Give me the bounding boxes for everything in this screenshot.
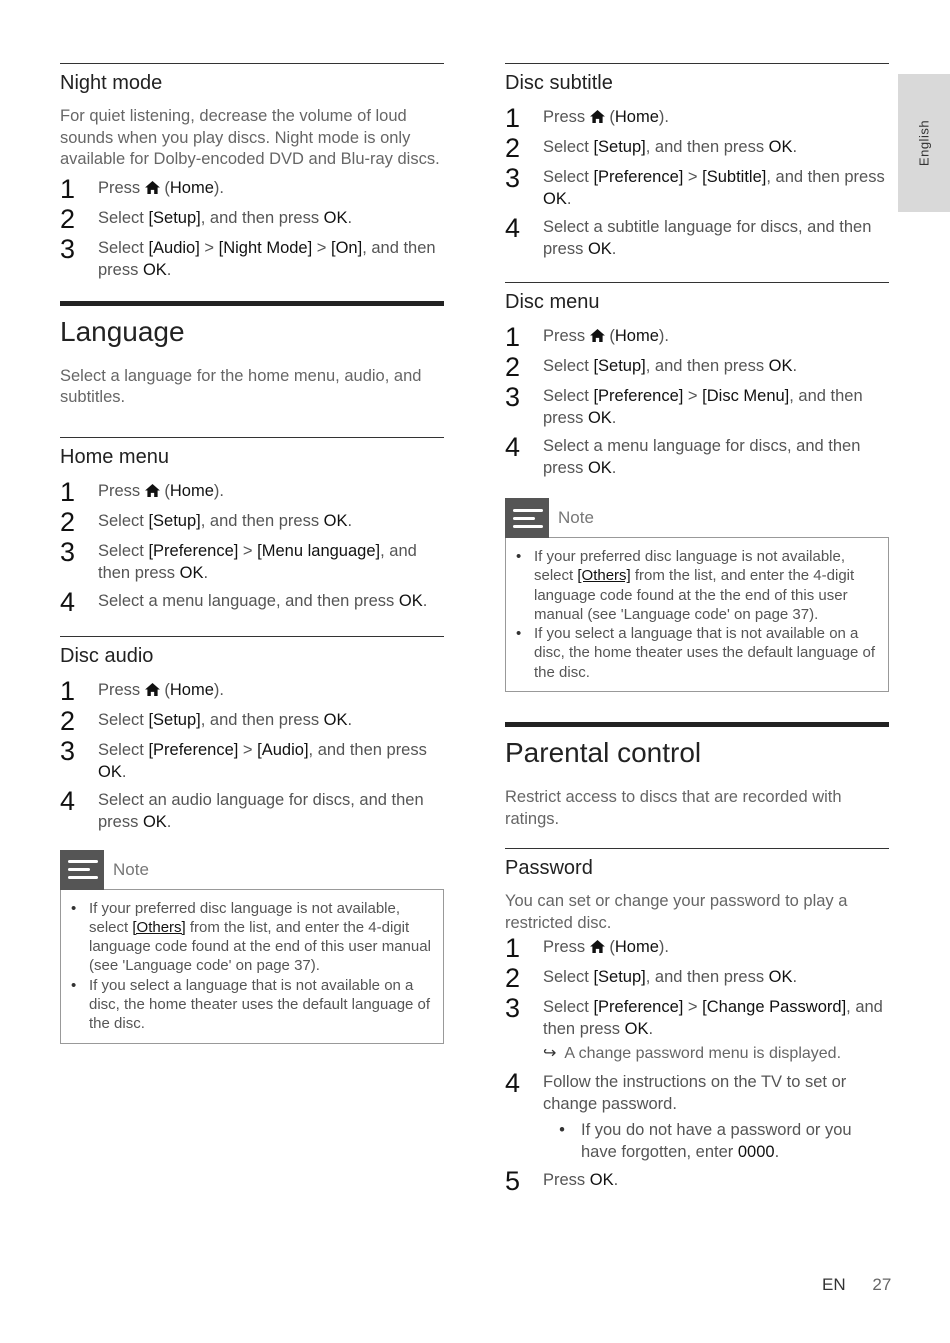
step-number: 2 <box>505 352 521 382</box>
password-heading: Password <box>505 848 889 881</box>
step-text: Select [Setup], and then press OK. <box>98 511 353 530</box>
step-number: 4 <box>505 1068 521 1099</box>
home-icon <box>145 484 160 497</box>
step-text: Select [Preference] > [Subtitle], and then press OK. <box>543 168 885 208</box>
step-text: Press (Home). <box>98 178 224 197</box>
result-arrow-icon: ↪ <box>543 1045 557 1063</box>
keyword: OK <box>179 563 204 582</box>
note-item-text: If your preferred disc language is not available, select [Others] from the list, and enter the 4-digit language code found at the the end of this user manual (see 'Language code' on page 37). <box>534 548 855 623</box>
step-item <box>505 213 889 260</box>
keyword: [Disc Menu] <box>702 387 790 405</box>
step-text: Press (Home). <box>98 680 224 699</box>
page-number: 27 <box>872 1275 892 1294</box>
keyword: OK <box>587 240 612 258</box>
note-left-label: Note <box>113 859 149 879</box>
bullet-icon: • <box>71 976 77 994</box>
note-item-text: If you select a language that is not available on a disc, the home theater uses the default language of the disc. <box>89 976 431 1033</box>
step-text: Select [Setup], and then press OK. <box>543 357 798 375</box>
section-night-mode <box>60 63 444 281</box>
step-number: 2 <box>60 203 76 234</box>
keyword: OK <box>323 710 348 729</box>
password-intro: You can set or change your password to play a restricted disc. <box>505 892 848 932</box>
note-right-header <box>505 499 889 537</box>
home-icon <box>590 940 605 953</box>
language-intro: Select a language for the home menu, audio, and subtitles. <box>60 366 422 406</box>
step-text: Select a menu language for discs, and then press OK. <box>543 437 861 477</box>
keyword: OK <box>768 357 793 375</box>
keyword: OK <box>323 511 348 530</box>
keyword: [Preference] <box>148 541 239 560</box>
password-steps <box>505 933 889 1197</box>
sub-bullet-text: If you do not have a password or you have forgotten, enter 0000. <box>581 1121 852 1162</box>
keyword: OK <box>543 190 567 208</box>
note-item-text: If you select a language that is not available on a disc, the home theater uses the default language of the disc. <box>534 625 876 681</box>
step-item <box>505 1068 889 1163</box>
bullet-icon: • <box>71 899 77 917</box>
keyword: OK <box>323 208 348 227</box>
note-icon <box>60 850 104 890</box>
keyword: [Setup] <box>148 710 201 729</box>
step-number: 2 <box>505 963 521 994</box>
step-text: Select [Preference] > [Menu language], and then press OK. <box>98 541 417 582</box>
keyword: OK <box>398 591 423 610</box>
night-mode-heading: Night mode <box>60 63 444 96</box>
keyword: Home <box>614 108 659 126</box>
keyword: [Others] <box>132 918 186 936</box>
keyword: [Setup] <box>593 968 646 987</box>
step-item <box>505 103 889 133</box>
keyword: [Setup] <box>593 138 646 156</box>
step-item <box>60 735 444 783</box>
note-left-box <box>60 889 444 1044</box>
step-number: 4 <box>60 586 76 617</box>
keyword: OK <box>624 1020 649 1039</box>
disc-subtitle-steps <box>505 103 889 260</box>
keyword: Home <box>169 178 214 197</box>
note-icon <box>505 498 549 538</box>
step-item <box>505 1166 889 1197</box>
step-text: Select [Setup], and then press OK. <box>98 208 353 227</box>
note-left-header <box>60 851 444 889</box>
step-number: 3 <box>60 233 76 264</box>
keyword: [Change Password] <box>702 998 847 1017</box>
keyword: [Preference] <box>148 740 239 759</box>
footer-lang: EN <box>822 1275 846 1294</box>
step-number: 2 <box>60 506 76 537</box>
keyword: Home <box>614 938 659 957</box>
step-item <box>60 203 444 234</box>
step-number: 3 <box>505 382 521 412</box>
step-item <box>60 173 444 204</box>
step-text: Press (Home). <box>98 481 224 500</box>
home-icon <box>145 683 160 696</box>
keyword: OK <box>587 459 612 477</box>
step-item <box>505 963 889 994</box>
section-language <box>60 301 444 409</box>
bullet-icon: • <box>516 625 522 643</box>
night-mode-steps <box>60 173 444 281</box>
step-item <box>505 993 889 1065</box>
section-disc-menu <box>505 282 889 479</box>
disc-menu-steps <box>505 322 889 479</box>
step-number: 1 <box>505 322 521 352</box>
bullet-icon: • <box>559 1121 565 1140</box>
note-item <box>516 547 878 624</box>
keyword: Home <box>169 481 214 500</box>
keyword: [Preference] <box>593 387 684 405</box>
step-number: 4 <box>505 432 521 462</box>
step-item <box>505 382 889 429</box>
keyword: [Setup] <box>593 357 646 375</box>
step-text: Press OK. <box>543 1171 619 1190</box>
step-number: 1 <box>505 933 521 964</box>
step-item <box>60 705 444 736</box>
step-number: 1 <box>505 103 521 133</box>
step-text: Select an audio language for discs, and then press OK. <box>98 790 424 831</box>
home-icon <box>590 110 605 123</box>
step-text: Select [Setup], and then press OK. <box>98 710 353 729</box>
keyword: [Audio] <box>257 740 309 759</box>
keyword: [Menu language] <box>257 541 381 560</box>
parental-control-heading: Parental control <box>505 722 889 771</box>
step-text: Select a menu language, and then press OK. <box>98 591 428 610</box>
section-home-menu <box>60 437 444 617</box>
disc-menu-heading: Disc menu <box>505 282 889 315</box>
step-item <box>505 163 889 210</box>
home-menu-steps <box>60 476 444 617</box>
page-footer <box>822 1275 891 1295</box>
note-item <box>71 976 433 1034</box>
keyword: [Setup] <box>148 208 201 227</box>
note-item-text: If your preferred disc language is not available, select [Others] from the list, and enter the 4-digit language code found at the end of this user manual (see 'Language code' on page 37). <box>89 899 431 975</box>
step-number: 3 <box>505 993 521 1024</box>
step-number: 1 <box>60 675 76 706</box>
bullet-icon: • <box>516 548 522 565</box>
keyword: Home <box>614 327 659 345</box>
keyword: OK <box>142 260 167 279</box>
step-number: 1 <box>60 476 76 507</box>
step-number: 4 <box>60 785 76 816</box>
home-icon <box>590 329 605 342</box>
step-result: ↪ A change password menu is displayed. <box>543 1045 842 1063</box>
keyword: OK <box>142 812 167 831</box>
step-item <box>60 586 444 617</box>
step-item <box>505 352 889 382</box>
step-number: 3 <box>505 163 521 193</box>
step-text: Select [Audio] > [Night Mode] > [On], and then press OK. <box>98 238 436 279</box>
keyword: [Audio] <box>148 238 200 257</box>
keyword: [Night Mode] <box>218 238 313 257</box>
section-disc-audio <box>60 636 444 833</box>
language-heading: Language <box>60 301 444 350</box>
step-number: 4 <box>505 213 521 243</box>
keyword: [Setup] <box>148 511 201 530</box>
step-item <box>60 785 444 833</box>
note-right-box <box>505 537 889 692</box>
step-text: Press (Home). <box>543 938 669 957</box>
disc-audio-heading: Disc audio <box>60 636 444 669</box>
step-item <box>505 933 889 964</box>
note-right-label: Note <box>558 508 594 527</box>
step-item <box>505 432 889 479</box>
step-text: Select [Setup], and then press OK. <box>543 138 798 156</box>
keyword: Home <box>169 680 214 699</box>
step-text: Press (Home). <box>543 327 669 345</box>
keyword: [On] <box>331 238 363 257</box>
keyword: OK <box>587 409 612 427</box>
note-left <box>60 851 444 1044</box>
note-item <box>71 899 433 976</box>
disc-subtitle-heading: Disc subtitle <box>505 63 889 96</box>
step-text: Select [Preference] > [Disc Menu], and then press OK. <box>543 387 863 427</box>
step-item <box>60 476 444 507</box>
keyword: [Others] <box>577 567 631 585</box>
section-password <box>505 848 889 1197</box>
step-item <box>505 322 889 352</box>
step-item <box>60 506 444 537</box>
keyword: OK <box>589 1171 614 1190</box>
keyword: OK <box>98 762 122 781</box>
step-number: 1 <box>60 173 76 204</box>
step-number: 3 <box>60 735 76 766</box>
keyword: OK <box>768 968 793 987</box>
left-column <box>60 63 444 1044</box>
disc-audio-steps <box>60 675 444 833</box>
step-sub-bullet <box>543 1119 889 1163</box>
keyword: [Preference] <box>593 998 684 1017</box>
section-parental-control <box>505 722 889 830</box>
parental-control-intro: Restrict access to discs that are recorded with ratings. <box>505 788 842 828</box>
home-menu-heading: Home menu <box>60 437 444 470</box>
keyword: OK <box>768 138 793 156</box>
keyword: [Subtitle] <box>702 168 767 186</box>
keyword: [Preference] <box>593 168 684 186</box>
step-item <box>60 536 444 584</box>
section-disc-subtitle <box>505 63 889 260</box>
step-text: Select a subtitle language for discs, and then press OK. <box>543 218 872 258</box>
home-icon <box>145 181 160 194</box>
right-column <box>505 63 889 1199</box>
step-number: 2 <box>505 133 521 163</box>
step-number: 5 <box>505 1166 521 1197</box>
step-item <box>60 233 444 281</box>
step-item <box>60 675 444 706</box>
step-text: Select [Preference] > [Change Password], and then press OK. ↪ A change password menu is displayed. <box>543 996 889 1065</box>
step-number: 3 <box>60 536 76 567</box>
step-text: Press (Home). <box>543 108 669 126</box>
night-mode-intro: For quiet listening, decrease the volume of loud sounds when you play discs. Night mode is only available for Dolby-encoded DVD and Blu-ray discs. <box>60 107 440 168</box>
step-text: Select [Preference] > [Audio], and then press OK. <box>98 740 427 781</box>
note-right <box>505 499 889 692</box>
step-text: Select [Setup], and then press OK. <box>543 968 798 987</box>
note-item <box>516 624 878 682</box>
side-tab-language <box>898 74 950 212</box>
step-number: 2 <box>60 705 76 736</box>
side-tab-label: English <box>916 119 932 167</box>
step-item <box>505 133 889 163</box>
keyword: 0000 <box>737 1143 775 1162</box>
step-text: Follow the instructions on the TV to set or change password. • If you do not have a password or you have forgotten, enter 0000. <box>543 1071 889 1163</box>
